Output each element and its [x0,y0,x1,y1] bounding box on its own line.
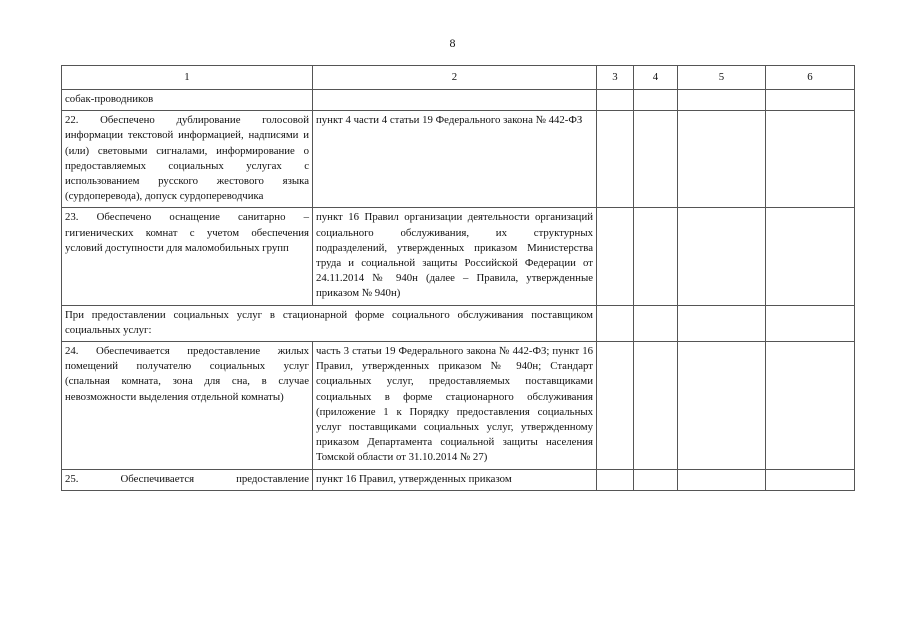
empty-cell [766,90,855,111]
table-row [62,111,855,208]
table-row [62,208,855,305]
table-row [62,342,855,470]
empty-cell [766,305,855,341]
empty-cell [678,111,766,208]
empty-cell [678,208,766,305]
page-number: 8 [449,36,456,50]
empty-cell [766,208,855,305]
empty-cell [597,111,634,208]
column-header-2: 2 [313,66,597,90]
legal-basis-cell: часть 3 статьи 19 Федерального закона № 442-ФЗ; пункт 16 Правил, утвержденных приказом № 940н; Стандарт социальных услуг, предоставляемых поставщиками социальных в форме стационарного обслуживания (приложение 1 к Порядку предоставления социальных услуг поставщиками социальных услуг, утвержденному приказом Департамента социальной защиты населения Томской области от 31.10.2014 № 27) [313,342,597,470]
empty-cell [634,305,678,341]
empty-cell [597,208,634,305]
empty-cell [634,469,678,490]
empty-cell [634,111,678,208]
empty-cell [766,111,855,208]
empty-cell [634,208,678,305]
empty-cell [634,90,678,111]
requirement-cell: 24. Обеспечивается предоставление жилых помещений получателю социальных услуг (спальная комната, зона для сна, в случае невозможности выделения отдельной комнаты) [62,342,313,470]
requirement-cell: собак-проводников [62,90,313,111]
column-header-4: 4 [634,66,678,90]
column-header-3: 3 [597,66,634,90]
empty-cell [634,342,678,470]
section-heading-cell: При предоставлении социальных услуг в стационарной форме социального обслуживания поставщиком социальных услуг: [62,305,597,341]
legal-basis-cell: пункт 16 Правил организации деятельности организаций социального обслуживания, их структурных подразделений, утвержденных приказом Министерства труда и социальной защиты Российской Федерации от 24.11.2014 № 940н (далее – Правила, утвержденные приказом № 940н) [313,208,597,305]
empty-cell [597,305,634,341]
empty-cell [766,469,855,490]
column-header-5: 5 [678,66,766,90]
legal-basis-cell: пункт 16 Правил, утвержденных приказом [313,469,597,490]
table-row [62,90,855,111]
empty-cell [678,342,766,470]
section-row [62,305,855,341]
requirement-cell: 25. Обеспечивается предоставление [62,469,313,490]
column-header-1: 1 [62,66,313,90]
empty-cell [597,342,634,470]
legal-basis-cell: пункт 4 части 4 статьи 19 Федерального закона № 442-ФЗ [313,111,597,208]
empty-cell [678,469,766,490]
empty-cell [597,469,634,490]
empty-cell [766,342,855,470]
empty-cell [678,90,766,111]
empty-cell [678,305,766,341]
table-row [62,469,855,490]
requirement-cell: 23. Обеспечено оснащение санитарно – гигиенических комнат с учетом обеспечения условий доступности для маломобильных групп [62,208,313,305]
requirement-cell: 22. Обеспечено дублирование голосовой информации текстовой информацией, надписями и (или) световыми сигналами, информирование о предоставляемых социальных услугах с использованием русского жестового языка (сурдоперевода), допуск сурдопереводчика [62,111,313,208]
empty-cell [597,90,634,111]
column-header-6: 6 [766,66,855,90]
requirements-table [61,65,855,491]
table-header-row [62,66,855,90]
legal-basis-cell [313,90,597,111]
